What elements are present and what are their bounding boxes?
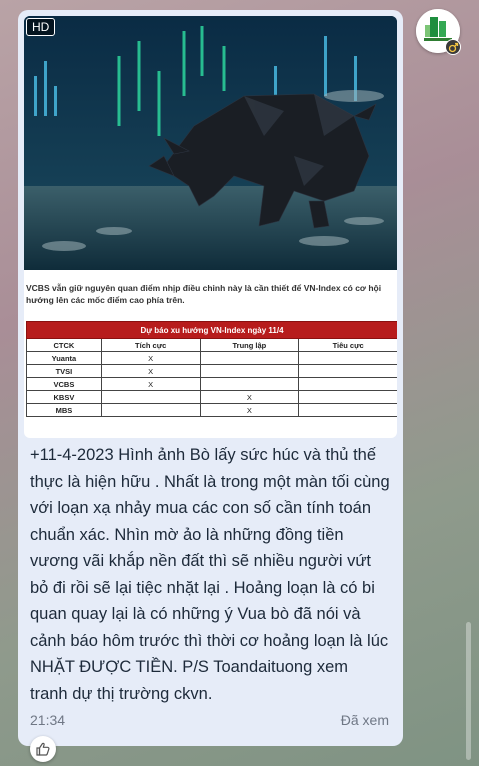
thumbs-up-icon (35, 741, 51, 757)
table-row (27, 352, 398, 365)
table-row (27, 404, 398, 417)
bull-market-image[interactable] (24, 16, 397, 270)
like-button[interactable] (30, 736, 56, 762)
shared-photo[interactable] (24, 16, 397, 438)
stock-name: VCBS (27, 378, 102, 391)
stock-name: Yuanta (27, 352, 102, 365)
scrollbar[interactable] (466, 622, 471, 760)
forecast-table-title: Dự báo xu hướng VN-Index ngày 11/4 (27, 322, 398, 339)
positive-cell: X (101, 352, 200, 365)
hd-badge: HD (26, 18, 55, 36)
positive-cell: X (101, 378, 200, 391)
table-row (27, 391, 398, 404)
negative-cell (299, 404, 397, 417)
stock-name: MBS (27, 404, 102, 417)
neutral-cell (200, 365, 299, 378)
column-header: Tiêu cực (299, 339, 397, 352)
negative-cell (299, 365, 397, 378)
positive-cell (101, 404, 200, 417)
message-bubble (18, 10, 403, 746)
table-row (27, 378, 398, 391)
column-header: CTCK (27, 339, 102, 352)
neutral-cell (200, 352, 299, 365)
negative-cell (299, 378, 397, 391)
message-time: 21:34 (30, 712, 66, 728)
read-status: Đã xem (340, 712, 389, 728)
positive-cell (101, 391, 200, 404)
neutral-cell (200, 378, 299, 391)
gender-icon (445, 39, 461, 55)
stock-name: KBSV (27, 391, 102, 404)
forecast-table (26, 321, 397, 417)
neutral-cell: X (200, 391, 299, 404)
negative-cell (299, 352, 397, 365)
photo-caption: VCBS vẫn giữ nguyên quan điểm nhịp điều chỉnh này là cần thiết để VN-Index có cơ hội hướng lên các mốc điểm cao phía trên. (26, 283, 382, 305)
message-text: +11-4-2023 Hình ảnh Bò lấy sức húc và thủ thế thực là hiện hữu . Nhất là trong một màn tối cùng với loạn xạ nhảy mua các con số cần tính toán chuẩn xác. Nhìn mờ ảo là những đồng tiền vương vãi khắp nền đất thì sẽ nhiều người vứt bỏ đi rồi sẽ lại tiệc nhặt lại . Hoảng loạn là có bi quan quay lại là có những ý Vua bò đã nói và cảnh báo hôm trước thì thời cơ hoảng loạn là lúc NHẶT ĐƯỢC TIỀN. P/S Toandaituong xem tranh dự thị trường ckvn. (30, 446, 390, 703)
table-row (27, 365, 398, 378)
column-header: Tích cực (101, 339, 200, 352)
negative-cell (299, 391, 397, 404)
column-header: Trung lập (200, 339, 299, 352)
stock-name: TVSI (27, 365, 102, 378)
positive-cell: X (101, 365, 200, 378)
neutral-cell: X (200, 404, 299, 417)
